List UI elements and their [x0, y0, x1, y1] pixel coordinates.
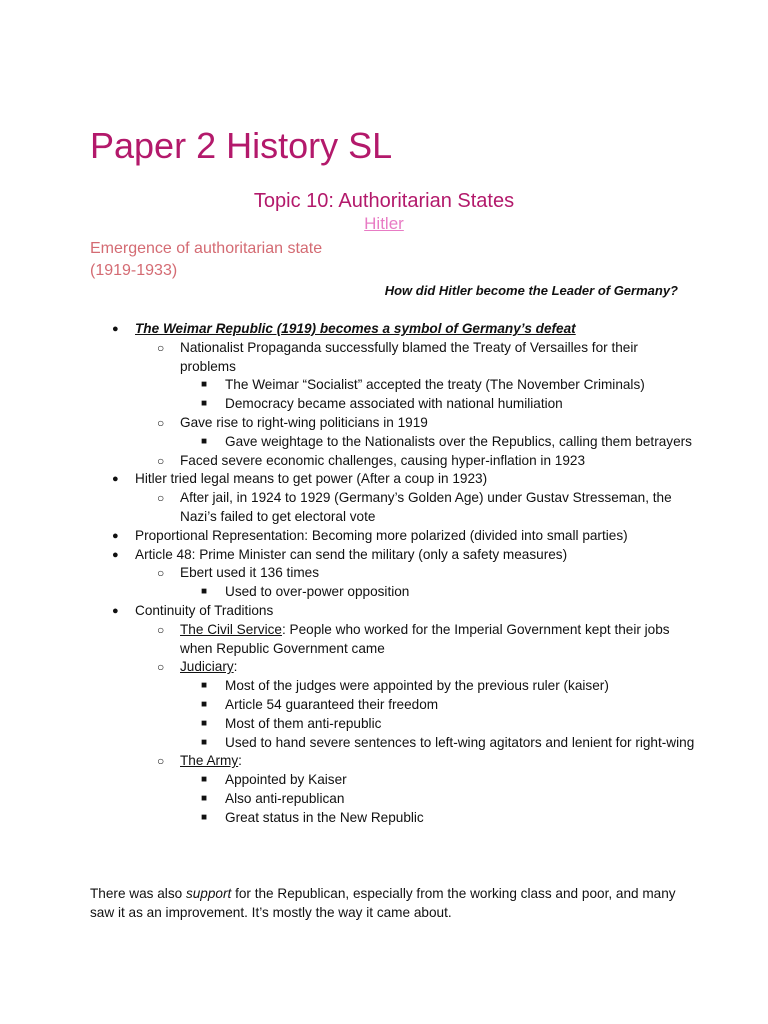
bullet-circle-icon: ○ [157, 660, 165, 675]
list-item [201, 433, 695, 452]
list-item [201, 734, 695, 753]
closing-text-start: There was also [90, 886, 186, 901]
document-title: Paper 2 History SL [90, 125, 393, 166]
list-item-text: Appointed by Kaiser [225, 772, 347, 788]
bullet-square-icon: ■ [201, 792, 208, 804]
list-item [201, 583, 695, 602]
bullet-circle-icon: ○ [157, 491, 165, 506]
list-item-text: The Weimar Republic (1919) becomes a symbol of Germany’s defeat [135, 321, 576, 336]
list-item-text: Article 48: Prime Minister can send the military (only a safety measures) [135, 546, 568, 562]
sub-list [135, 339, 695, 471]
list-item [201, 809, 695, 828]
list-item [201, 395, 695, 414]
judiciary-colon: : [233, 659, 238, 675]
list-item [201, 771, 695, 790]
subtopic-heading [0, 213, 768, 235]
bullet-square-icon: ■ [201, 680, 208, 692]
list-item-text: Proportional Representation: Becoming more polarized (divided into small parties) [135, 527, 628, 543]
closing-emphasis: support [185, 886, 232, 901]
bullet-square-icon: ■ [201, 435, 208, 447]
sub-list [135, 621, 695, 828]
bullet-disc-icon: ● [112, 548, 119, 561]
list-item-text: Hitler tried legal means to get power (After a coup in 1923) [135, 471, 488, 487]
army-colon: : [238, 753, 242, 769]
bullet-square-icon: ■ [201, 586, 208, 598]
bullet-circle-icon: ○ [157, 754, 165, 769]
bullet-square-icon: ■ [201, 811, 208, 823]
list-item [157, 621, 695, 659]
sub-sub-list [180, 376, 695, 414]
list-item [201, 696, 695, 715]
bullet-square-icon: ■ [201, 698, 208, 710]
list-item-text: After jail, in 1924 to 1929 (Germany’s Golden Age) under Gustav Stresseman, the Nazi’s failed to get electoral vote [180, 490, 672, 524]
bullet-square-icon: ■ [201, 774, 208, 786]
list-item [157, 658, 695, 752]
list-item-text: Used to hand severe sentences to left-wing agitators and lenient for right-wing [225, 734, 695, 750]
list-item-text: Continuity of Traditions [135, 602, 274, 618]
list-item [112, 320, 695, 470]
list-item-text: Also anti-republican [225, 790, 345, 806]
sub-sub-list [180, 583, 695, 602]
army-label: The Army [180, 753, 239, 769]
bullet-disc-icon: ● [112, 473, 119, 486]
list-item-text: Most of the judges were appointed by the previous ruler (kaiser) [225, 678, 609, 694]
list-item-text: Gave rise to right-wing politicians in 1919 [180, 414, 428, 430]
list-item [112, 546, 695, 602]
section-heading-line2: (1919-1933) [90, 262, 178, 279]
sub-sub-list [180, 677, 695, 752]
bullet-disc-icon: ● [112, 323, 119, 335]
list-item-text: Used to over-power opposition [225, 584, 410, 600]
judiciary-label: Judiciary [180, 659, 234, 675]
list-item [112, 470, 695, 526]
sub-list [135, 564, 695, 602]
bullet-circle-icon: ○ [157, 340, 165, 355]
list-item-text: Most of them anti-republic [225, 715, 382, 731]
list-item [157, 564, 695, 602]
list-item [201, 677, 695, 696]
closing-text-end: for the Republican, especially from the working class and poor, and many saw it as an improvement. It’s mostly the way it came about. [90, 886, 676, 920]
civil-service-label: The Civil Service [180, 621, 282, 637]
section-heading [90, 238, 322, 282]
section-heading-line1: Emergence of authoritarian state [90, 240, 323, 257]
subtopic-link[interactable]: Hitler [364, 214, 404, 233]
list-item-text: Ebert used it 136 times [180, 565, 320, 581]
list-item-text: Nationalist Propaganda successfully blamed the Treaty of Versailles for their problems [180, 339, 638, 374]
bullet-square-icon: ■ [201, 717, 208, 729]
list-item [112, 602, 695, 828]
bullet-circle-icon: ○ [157, 566, 165, 581]
sub-sub-list [180, 771, 695, 827]
list-item [157, 414, 695, 452]
bullet-square-icon: ■ [201, 736, 208, 748]
notes-list [112, 320, 695, 828]
list-item-text: Faced severe economic challenges, causing hyper-inflation in 1923 [180, 452, 586, 468]
list-item [157, 452, 695, 471]
bullet-circle-icon: ○ [157, 453, 165, 468]
sub-sub-list [180, 433, 695, 452]
list-item [112, 527, 695, 546]
bullet-square-icon: ■ [201, 398, 208, 410]
list-item-text: Article 54 guaranteed their freedom [225, 696, 439, 712]
bullet-circle-icon: ○ [157, 415, 165, 430]
list-item [201, 715, 695, 734]
closing-paragraph [90, 884, 680, 922]
topic-heading: Topic 10: Authoritarian States [253, 190, 515, 212]
list-item-text: Gave weightage to the Nationalists over the Republics, calling them betrayers [225, 433, 692, 449]
list-item-text: : People who worked for the Imperial Government kept their jobs when Republic Government came [180, 621, 670, 656]
bullet-disc-icon: ● [112, 529, 119, 542]
list-item-text: Great status in the New Republic [225, 809, 424, 825]
list-item-text: The Weimar “Socialist” accepted the treaty (The November Criminals) [225, 377, 645, 393]
list-item [201, 790, 695, 809]
list-item [157, 339, 695, 414]
bullet-circle-icon: ○ [157, 622, 165, 637]
list-item [201, 376, 695, 395]
list-item-text: Democracy became associated with national humiliation [225, 396, 563, 412]
bullet-disc-icon: ● [112, 604, 119, 617]
sub-list [135, 489, 695, 527]
list-item [157, 489, 695, 527]
list-item [157, 752, 695, 827]
bullet-square-icon: ■ [201, 379, 208, 391]
guiding-question: How did Hitler become the Leader of Germany? [384, 283, 678, 298]
